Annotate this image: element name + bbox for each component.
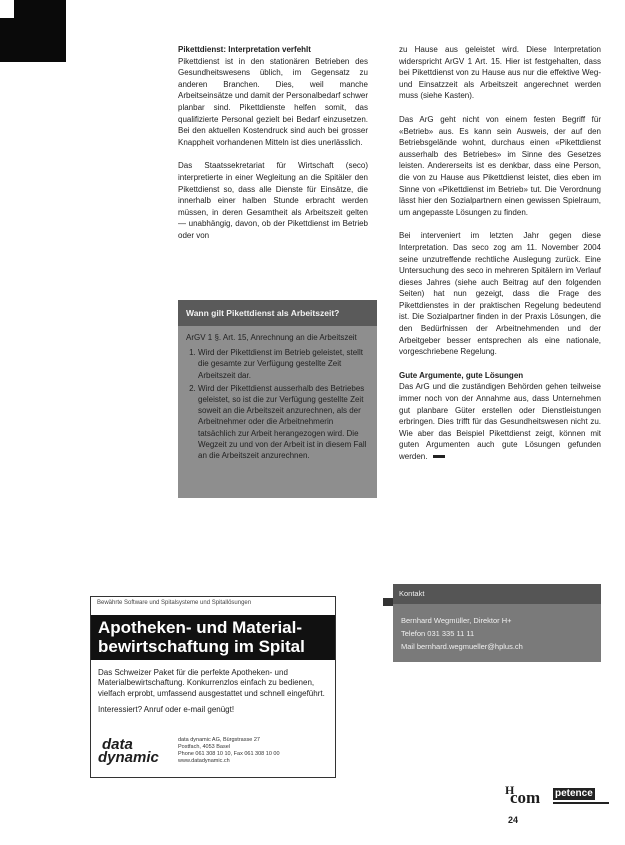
ad-headline-line: bewirtschaftung im Spital [98, 637, 305, 656]
ad-logo-word: data [102, 736, 133, 753]
contact-email: Mail bernhard.wegmueller@hplus.ch [401, 642, 523, 651]
paragraph: Pikettdienst ist in den stationären Betrieben des Gesundheitswesens üblich, im Gegensatz zu anderen Branchen. Dies, weil manche Arbeitseinsätze und damit der Personalbedarf schwer planbar sind. Pikettdienste helfen somit, das qualifizierte Personal gezielt bei Bedarf einzusetzen. Bei den aktuellen Kostendruck sind auch bei grosser Knappheit vorhandenen Mitteln ist dies unerlässlich. [178, 56, 368, 147]
end-mark [433, 455, 445, 458]
page-number: 24 [508, 815, 519, 825]
contact-label: Kontakt [399, 589, 425, 598]
paragraph: Das Staatssekretariat für Wirtschaft (seco) interpretierte in einer Wegleitung an die Spitäler den Pikettdienst so, dass alle Dienste für Einsätze, die innerhalb einer halben Stunde erbracht werden müssen, in deren Gesamtheit als Arbeitszeit gelten — unabhängig, davon, ob der Pikettdienst im Betrieb oder von [178, 161, 368, 240]
ad-address [178, 737, 280, 765]
ad-headline-line: Apotheken- und Material- [98, 618, 303, 637]
ad-address-line: data dynamic AG, Bürgstrasse 27 [178, 737, 260, 743]
ad-headline [91, 615, 335, 660]
paragraph: Bei interveniert im letzten Jahr gegen diese Interpretation. Das seco zog am 11. November 2004 seine unzutreffende rechtliche Auslegung zurück. Eine Untersuchung des seco in mehreren Spitälern im Verlauf dieses Jahres (siehe auch Beitrag auf den folgenden Seiten) hat nun gezeigt, dass die Frage des Pikettdienstes in der praktischen Regelung bedeutend ist. Die Sozialpartner finden in der Praxis Lösungen, die den Bedürfnissen der Arbeitnehmenden und der Arbeitgeber besser entsprechen als eine nationale, vorgeschriebene Regelung. [399, 231, 601, 357]
info-box-title: Wann gilt Pikettdienst als Arbeitszeit? [178, 300, 377, 326]
paragraph [399, 381, 601, 462]
ad-address-line: Postfach, 4053 Basel [178, 744, 230, 750]
logo-main: com [510, 788, 541, 807]
ad-logo-word: dynamic [98, 749, 159, 766]
info-box-list [186, 347, 369, 461]
logo-rule [553, 802, 609, 804]
info-box-body [178, 326, 377, 461]
ad-address-line: www.datadynamic.ch [178, 758, 230, 764]
ad-body: Das Schweizer Paket für die perfekte Apotheken- und Materialbewirtschaftung. Konkurrenzlos einfach zu bedienen, vielfach erprobt, umfassend ausgestattet und schnell eingeführt. [98, 668, 325, 698]
paragraph: zu Hause aus geleistet wird. Diese Interpretation widerspricht ArGV 1 Art. 15. Hier ist festgehalten, dass bei Pikettdienst von zu Hause aus nur die effektive Weg- und Einsatzzeit als Arbeitszeit angerechnet werden muss (siehe Kasten). [399, 45, 601, 101]
info-box [178, 300, 377, 498]
ad-footer [98, 735, 330, 775]
ad-call-to-action: Interessiert? Anruf oder e-mail genügt! [98, 705, 235, 715]
list-item: 1. Wird der Pikettdienst im Betrieb geleistet, stellt die gesamte zur Verfügung gestellte Zeit Arbeitszeit dar. [198, 347, 369, 381]
logo-prefix: H [505, 783, 515, 797]
marker-square [383, 598, 393, 606]
ad-tagline: Bewährte Software und Spitalsysteme und Spitallösungen [97, 600, 252, 606]
logo-highlight: petence [555, 788, 593, 799]
contact-phone: Telefon 031 335 11 11 [401, 629, 475, 638]
list-item: 2. Wird der Pikettdienst ausserhalb des Betriebes geleistet, so ist die zur Verfügung gestellte Zeit soweit an die Arbeitszeit anzurechnen, als der Arbeitnehmer oder die Arbeitnehmerin tatsächlich zur Arbeit herangezogen wird. Die Wegzeit zu und von der Arbeit ist in diesem Fall an die Arbeitszeit anzurechnen. [198, 383, 369, 461]
paragraph: Das ArG geht nicht von einem festen Begriff für «Betrieb» aus. Es kann sein Ausweis, der auf den Betriebsgelände wohnt, durchaus einen «Pikettdienst ausserhalb des Betriebes» im Sinne des Gesetzes leisten. Andererseits ist es denkbar, dass eine Person, die von zu Hause aus Pikettdienst leistet, dies eben im Sinne von «Pikettdienst im Betrieb» tut. Die Verordnung lässt hier den Sozialpartnern einen gewissen Spielraum, um angepasste Lösungen zu finden. [399, 114, 601, 217]
section-subheading: Gute Argumente, gute Lösungen [399, 370, 524, 380]
ad-address-line: Phone 061 308 10 10, Fax 061 308 10 00 [178, 751, 280, 757]
contact-box [393, 584, 601, 662]
advertisement [90, 596, 336, 778]
contact-name: Bernhard Wegmüller, Direktor H+ [401, 616, 512, 625]
left-column [178, 44, 368, 254]
scan-corner-mark [0, 0, 66, 62]
info-box-intro: ArGV 1 §. Art. 15, Anrechnung an die Arbeitszeit [186, 333, 357, 342]
paragraph-text: Das ArG und die zuständigen Behörden gehen teilweise immer noch von der Annahme aus, dass Unternehmen gut planbare Güter erstellen oder Dienstleistungen erbringen. Dies trifft für das Gesundheitswesen nicht zu. Wie aber das Beispiel Pikettdienst zeigt, können mit guten Argumenten auch gute Lösungen gefunden werden. [399, 382, 601, 461]
right-column [399, 44, 601, 475]
magazine-logo [505, 783, 605, 807]
section-heading: Pikettdienst: Interpretation verfehlt [178, 45, 311, 54]
